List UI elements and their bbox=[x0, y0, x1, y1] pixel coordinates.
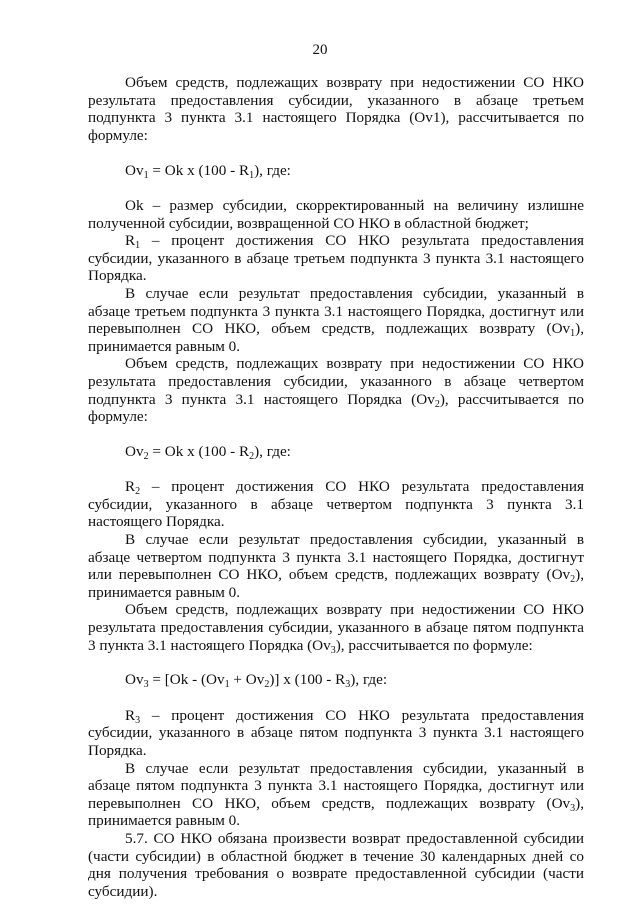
document-body bbox=[88, 74, 584, 900]
paragraph-ov2-intro: Объем средств, подлежащих возврату при недостижении СО НКО результата предоставления субсидии, указанного в абзаце четвертом подпункта 3 пункта 3.1 настоящего Порядка $(Ov_2)$, рассчитывается по формуле: bbox=[88, 355, 584, 426]
paragraph-ok-definition: Ok – размер субсидии, скорректированный на величину излишне полученной субсидии, возвращенной СО НКО в областной бюджет; bbox=[88, 196, 584, 232]
paragraph-ov1-intro: Объем средств, подлежащих возврату при недостижении СО НКО результата предоставления субсидии, указанного в абзаце третьем подпункта 3 пункта 3.1 настоящего Порядка (Ov1), рассчитывается по формуле: bbox=[88, 74, 584, 144]
formula-ov2: $Ov_2 = Ok$ x $(100 - R_2)$, где: bbox=[125, 442, 291, 462]
formula-ov3: $Ov_3 = [Ok - (Ov_1 + Ov_2)]$ x $(100 - R_3)$, где: bbox=[125, 671, 388, 691]
paragraph-ov1-zero: В случае если результат предоставления субсидии, указанный в абзаце третьем подпункта 3 пункта 3.1 настоящего Порядка, достигнут или перевыполнен СО НКО, объем средств, подлежащих возврату $(Ov_1)$, принимается равным 0. bbox=[88, 284, 584, 355]
paragraph-ov2-zero: В случае если результат предоставления субсидии, указанный в абзаце четвертом подпункта 3 пункта 3.1 настоящего Порядка, достигнут или перевыполнен СО НКО, объем средств, подлежащих возврату $(Ov_2)$, принимается равным 0. bbox=[88, 531, 584, 601]
paragraph-5-7: 5.7. СО НКО обязана произвести возврат предоставленной субсидии (части субсидии) в областной бюджет в течение 30 календарных дней со дня получения требования о возврате предоставленной субсидии (части субсидии). bbox=[88, 829, 584, 900]
paragraph-r2-definition: $R_2$ – процент достижения СО НКО результата предоставления субсидии, указанного в абзаце четвертом подпункта 3 пункта 3.1 настоящего Порядка. bbox=[88, 478, 584, 531]
paragraph-r1-definition: $R_1$ – процент достижения СО НКО результата предоставления субсидии, указанного в абзаце третьем подпункта 3 пункта 3.1 настоящего Порядка. bbox=[88, 232, 584, 285]
paragraph-ov3-zero: В случае если результат предоставления субсидии, указанный в абзаце пятом подпункта 3 пункта 3.1 настоящего Порядка, достигнут или перевыполнен СО НКО, объем средств, подлежащих возврату $(Ov_3)$, принимается равным 0. bbox=[88, 759, 584, 830]
page-number: 20 bbox=[312, 42, 328, 58]
paragraph-ov3-intro: Объем средств, подлежащих возврату при недостижении СО НКО результата предоставления субсидии, указанного в абзаце пятом подпункта 3 пункта 3.1 настоящего Порядка $(Ov_3)$, рассчитывается по формуле: bbox=[88, 601, 584, 656]
paragraph-r3-definition: $R_3$ – процент достижения СО НКО результата предоставления субсидии, указанного в абзаце пятом подпункта 3 пункта 3.1 настоящего Порядка. bbox=[88, 706, 584, 759]
formula-ov1: $Ov_1 = Ok$ x $(100 - R_1)$, где: bbox=[125, 162, 291, 182]
